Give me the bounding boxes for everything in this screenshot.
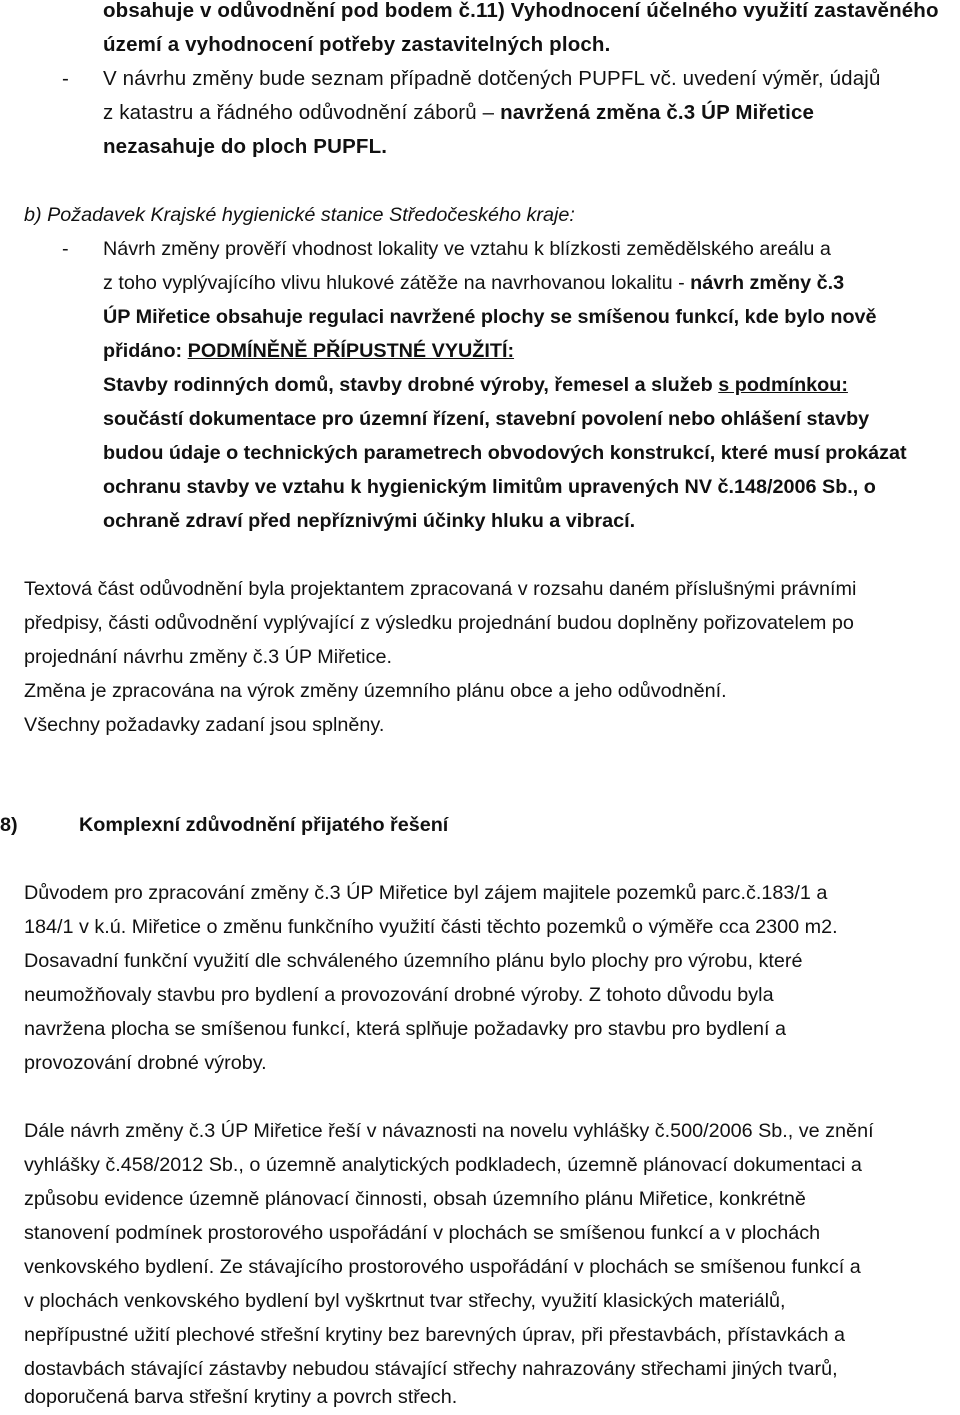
summary-line-2: předpisy, části odůvodnění vyplývající z výsledku projednání budou doplněny pořizovatelem po — [24, 612, 854, 634]
top-line-5: nezasahuje do ploch PUPFL. — [103, 135, 388, 158]
section-8-number: 8) — [0, 814, 18, 836]
top-line-4-bold: navržená změna č.3 ÚP Miřetice — [500, 101, 815, 124]
section-b-line-9: ochraně zdraví před nepříznivými účinky hluku a vibrací. — [103, 510, 636, 532]
section-b-line-1: Návrh změny prověří vhodnost lokality ve vztahu k blízkosti zemědělského areálu a — [103, 238, 831, 260]
para2-line-1: Dále návrh změny č.3 ÚP Miřetice řeší v návaznosti na novelu vyhlášky č.500/2006 Sb., ve znění — [24, 1120, 874, 1142]
para1-line-3: Dosavadní funkční využití dle schváleného územního plánu bylo plochy pro výrobu, které — [24, 950, 803, 972]
para1-line-5: navržena plocha se smíšenou funkcí, která splňuje požadavky pro stavbu pro bydlení a — [24, 1018, 787, 1040]
top-line-2: území a vyhodnocení potřeby zastavitelných ploch. — [103, 33, 611, 56]
section-b-line-3: ÚP Miřetice obsahuje regulaci navržené plochy se smíšenou funkcí, kde bylo nově — [103, 306, 877, 328]
para2-line-5: venkovského bydlení. Ze stávajícího prostorového uspořádání v plochách se smíšenou funkcí a — [24, 1256, 861, 1278]
para2-line-7: nepřípustné užití plechové střešní krytiny bez barevných úprav, při přestavbách, přístavkách a — [24, 1324, 845, 1346]
section-b-line-2-bold: návrh změny č.3 — [690, 272, 845, 294]
para2-line-2: vyhlášky č.458/2012 Sb., o územně analytických podkladech, územně plánovací dokumentaci a — [24, 1154, 862, 1176]
section-b-line-4-underlined: PODMÍNĚNĚ PŘÍPUSTNÉ VYUŽITÍ: — [187, 340, 515, 362]
section-b-line-6: součástí dokumentace pro územní řízení, stavební povolení nebo ohlášení stavby — [103, 408, 870, 430]
summary-line-4: Změna je zpracována na výrok změny územního plánu obce a jeho odůvodnění. — [24, 680, 727, 702]
top-line-4 — [103, 96, 955, 130]
section-b-line-8: ochranu stavby ve vztahu k hygienickým limitům upravených NV č.148/2006 Sb., o — [103, 476, 876, 498]
section-b-heading: b) Požadavek Krajské hygienické stanice Středočeského kraje: — [24, 204, 575, 226]
para2-line-8: dostavbách stávající zástavby nebudou stávající střechy nahrazovány střechami jiných tvarů, — [24, 1358, 838, 1380]
section-b-line-5-plain: Stavby rodinných domů, stavby drobné výroby, řemesel a služeb — [103, 374, 719, 396]
para2-line-4: stanovení podmínek prostorového uspořádání v plochách se smíšenou funkcí a v plochách — [24, 1222, 821, 1244]
section-b-line-5-underlined: s podmínkou: — [718, 374, 848, 396]
section-b-dash: - — [62, 238, 69, 260]
para2-line-9: doporučená barva střešní krytiny a povrch střech. — [24, 1386, 458, 1408]
top-line-3 — [103, 62, 955, 96]
para2-line-6: v plochách venkovského bydlení byl vyškrtnut tvar střechy, využití klasických materiálů, — [24, 1290, 786, 1312]
summary-line-5: Všechny požadavky zadaní jsou splněny. — [24, 714, 385, 736]
section-b-line-2 — [103, 266, 844, 300]
para2-line-3: způsobu evidence územně plánovací činnosti, obsah územního plánu Miřetice, konkrétně — [24, 1188, 806, 1210]
top-line-4-plain: z katastru a řádného odůvodnění záborů – — [103, 101, 501, 124]
para1-line-4: neumožňovaly stavbu pro bydlení a provozování drobné výroby. Z tohoto důvodu byla — [24, 984, 774, 1006]
section-b-line-2-plain: z toho vyplývajícího vlivu hlukové zátěže na navrhovanou lokalitu - — [103, 272, 691, 294]
section-b-line-7: budou údaje o technických parametrech obvodových konstrukcí, které musí prokázat — [103, 442, 907, 464]
para1-line-6: provozování drobné výroby. — [24, 1052, 267, 1074]
section-b-line-5 — [103, 368, 848, 402]
top-dash: - — [62, 67, 69, 90]
para1-line-1: Důvodem pro zpracování změny č.3 ÚP Miřetice byl zájem majitele pozemků parc.č.183/1 a — [24, 882, 828, 904]
summary-line-1: Textová část odůvodnění byla projektantem zpracovaná v rozsahu daném příslušnými právními — [24, 578, 857, 600]
section-b-line-4-plain: přidáno: — [103, 340, 188, 362]
summary-line-3: projednání návrhu změny č.3 ÚP Miřetice. — [24, 646, 392, 668]
para1-line-2: 184/1 v k.ú. Miřetice o změnu funkčního využití části těchto pozemků o výměře cca 2300 m2. — [24, 916, 838, 938]
top-line-1: obsahuje v odůvodnění pod bodem č.11) Vyhodnocení účelného využití zastavěného — [103, 0, 939, 22]
top-line-3-text: V návrhu změny bude seznam případně dotčených PUPFL vč. uvedení výměr, údajů — [103, 67, 881, 90]
section-8-title: Komplexní zdůvodnění přijatého řešení — [79, 814, 449, 836]
section-b-line-4 — [103, 334, 514, 368]
